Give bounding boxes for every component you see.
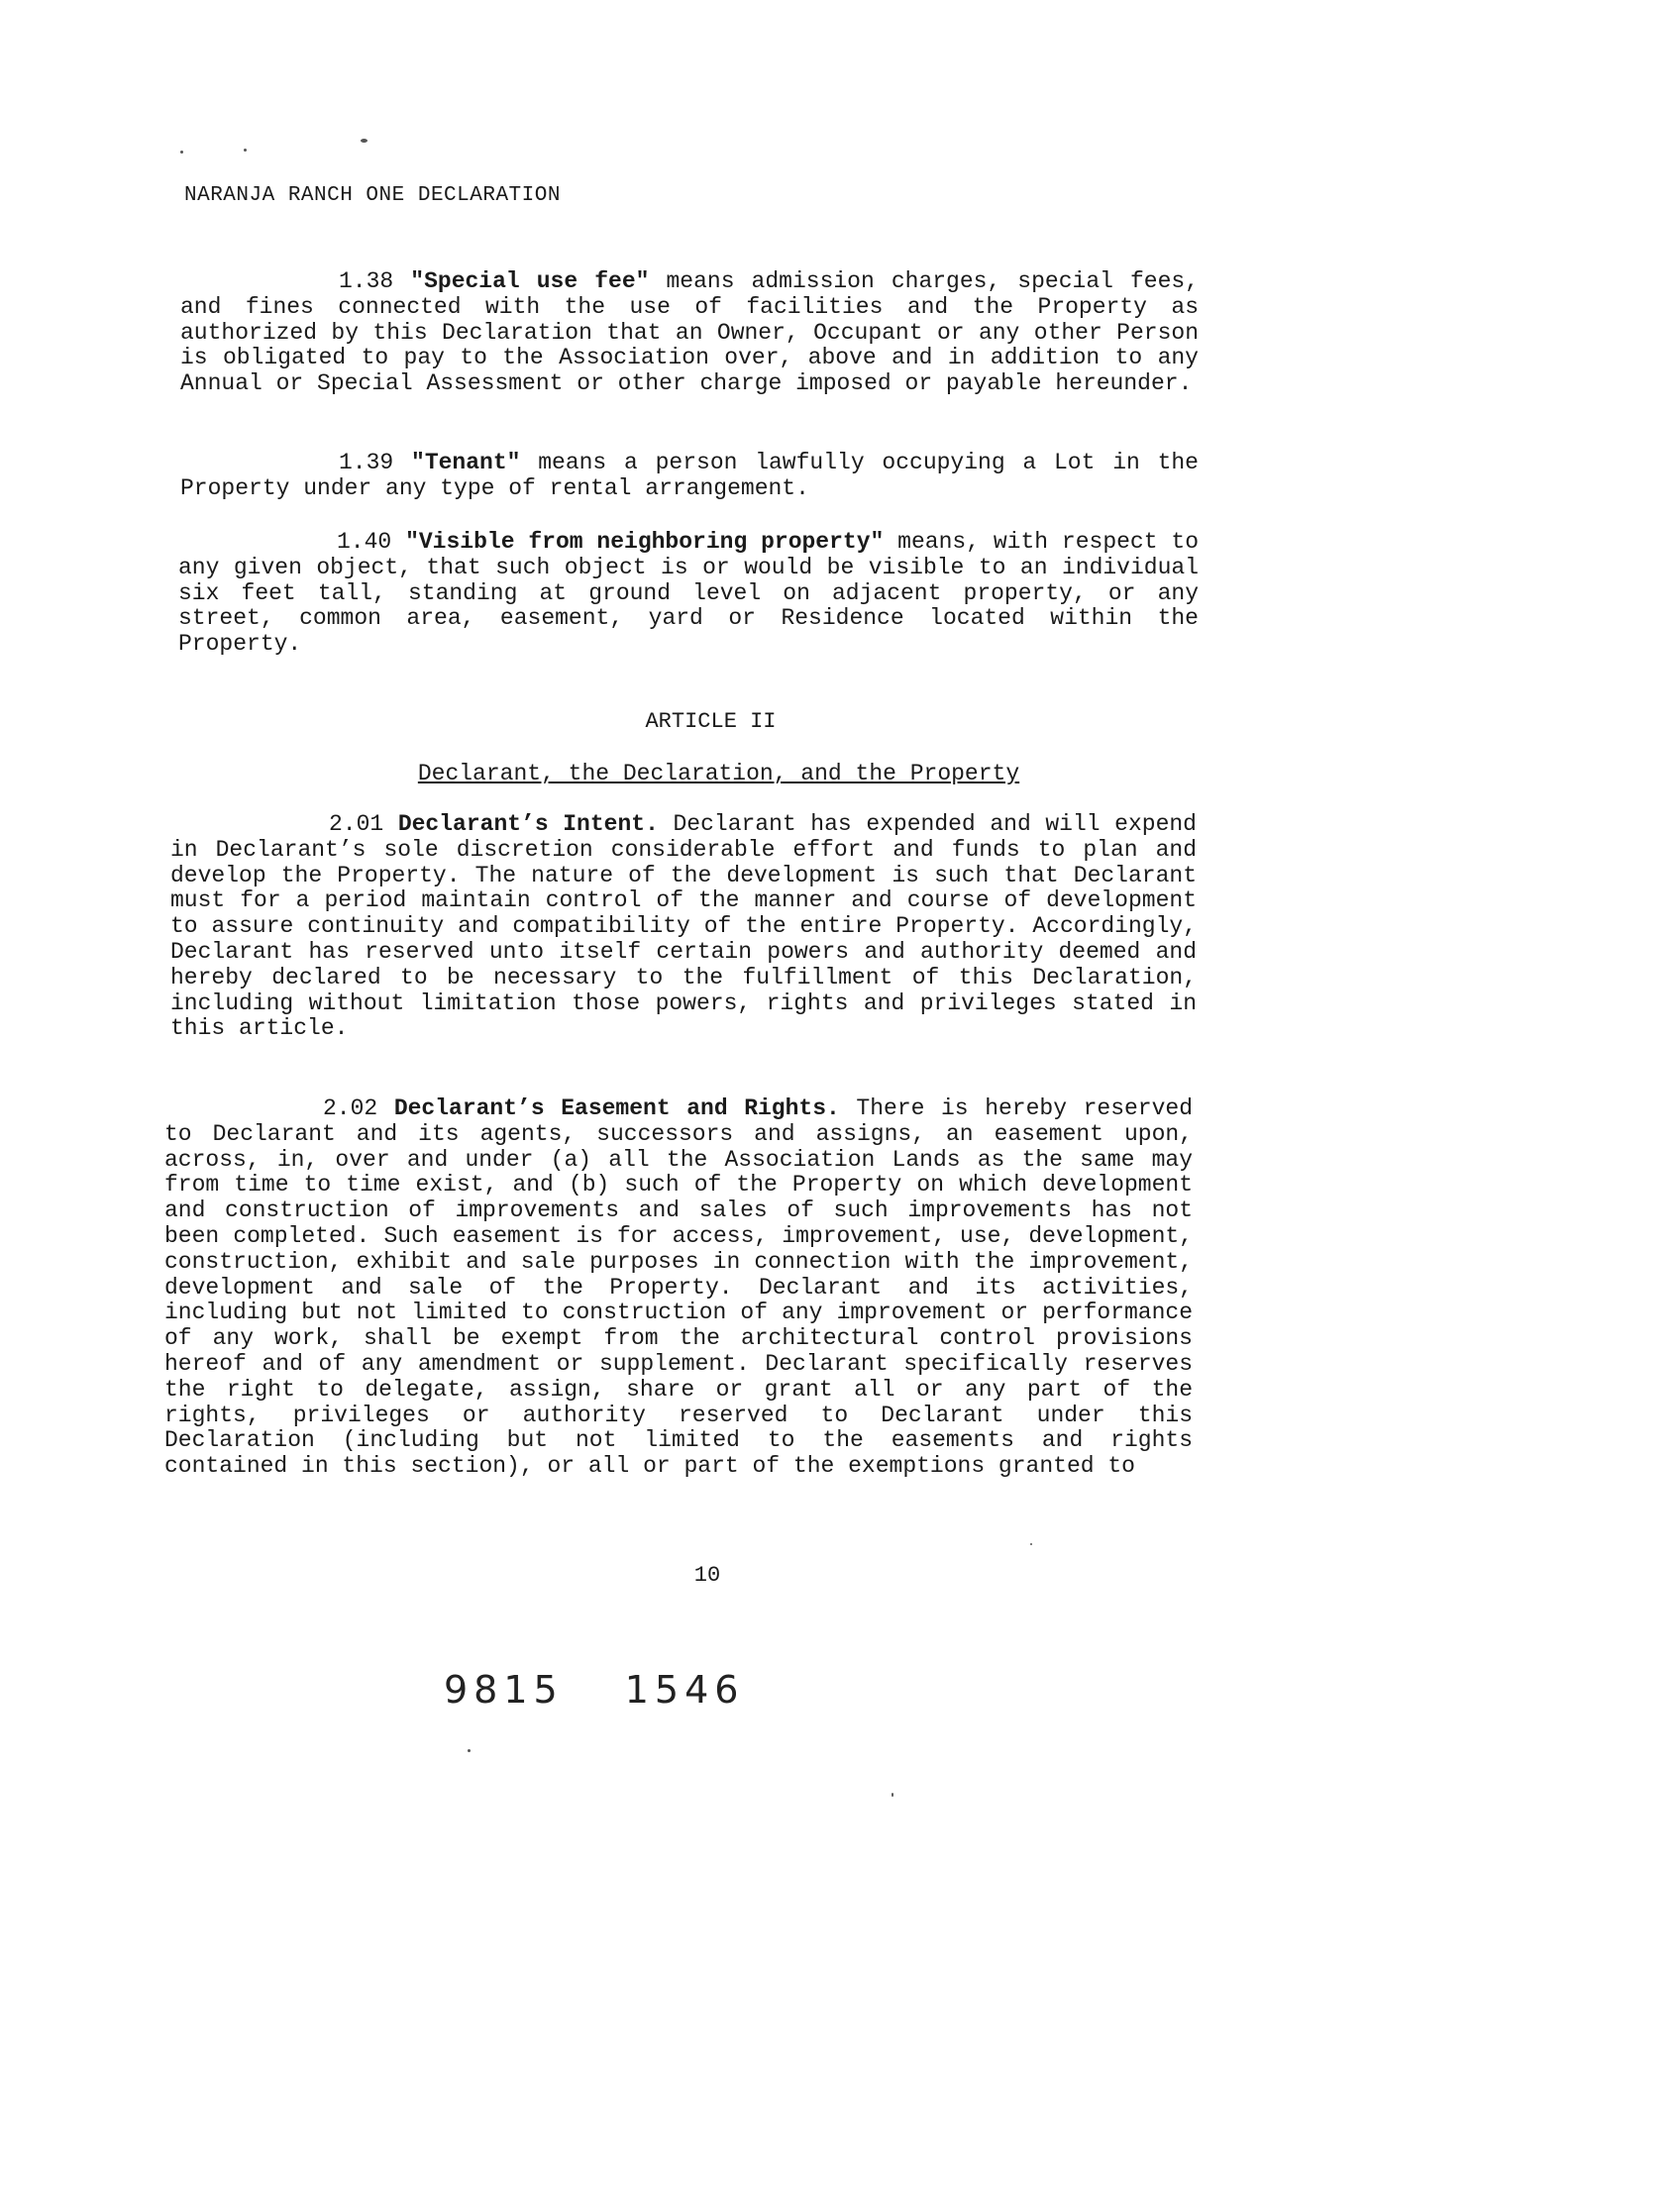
section-text: means a person lawfully occupying a Lot in the Property under any type of rental arrangement. — [180, 450, 1199, 501]
section-1-38 — [180, 269, 1199, 397]
section-text: Declarant has expended and will expend in Declarant’s sole discretion considerable effort and funds to plan and develop the Property. The nature of the development is such that Declarant must for a period maintain control of the manner and course of development to assure continuity and compatibility of the entire Property. Accordingly, Declarant has reserved unto itself certain powers and authority deemed and hereby declared to be necessary to the fulfillment of this Declaration, including without limitation those powers, rights and privileges stated in this article. — [170, 811, 1197, 1042]
section-number: 1.39 — [339, 450, 394, 475]
section-number: 2.02 — [323, 1095, 378, 1121]
section-text: means, with respect to any given object, that such object is or would be visible to an individual six feet tall, standing at ground level on adjacent property, or any street, common area, easement, yard or Residence located within the Property. — [178, 529, 1199, 658]
scan-speck — [180, 151, 183, 154]
scan-speck — [244, 149, 247, 152]
defined-term: "Tenant" — [411, 450, 521, 475]
scan-speck — [361, 139, 368, 143]
section-heading: Declarant’s Easement and Rights. — [393, 1095, 840, 1121]
section-1-39 — [180, 451, 1199, 502]
section-2-02 — [164, 1096, 1193, 1480]
scan-speck — [892, 1793, 893, 1797]
recording-stamp — [444, 1668, 744, 1712]
defined-term: "Special use fee" — [410, 268, 650, 294]
section-heading: Declarant’s Intent. — [397, 811, 659, 837]
section-text: means admission charges, special fees, and fines connected with the use of facilities and the Property as authorized by this Declaration that an Owner, Occupant or any other Person is obligated to pay to the Association over, above and in addition to any Annual or Special Assessment or other charge imposed or payable hereunder. — [180, 268, 1199, 397]
section-2-01 — [170, 812, 1197, 1042]
scan-speck — [1030, 1543, 1032, 1545]
article-title: Declarant, the Declaration, and the Property — [417, 761, 1020, 786]
section-1-40 — [178, 530, 1199, 658]
stamp-page: 1546 — [624, 1668, 745, 1712]
scan-speck — [468, 1749, 471, 1752]
stamp-book: 9815 — [444, 1668, 564, 1712]
section-number: 2.01 — [329, 811, 384, 837]
page-number: 10 — [693, 1563, 721, 1588]
defined-term: "Visible from neighboring property" — [405, 529, 885, 555]
section-number: 1.40 — [337, 529, 392, 555]
document-header: NARANJA RANCH ONE DECLARATION — [184, 184, 561, 207]
section-number: 1.38 — [339, 268, 394, 294]
section-text: There is hereby reserved to Declarant and its agents, successors and assigns, an easement upon, across, in, over and under (a) all the Association Lands as the same may from time to time exist, and (b) such of the Property on which development and construction of improvements and sales of such improvements has not been completed. Such easement is for access, improvement, use, development, construction, exhibit and sale purposes in connection with the improvement, development and sale of the Property. Declarant and its activities, including but not limited to construction of any improvement or performance of any work, shall be exempt from the architectural control provisions hereof and of any amendment or supplement. Declarant specifically reserves the right to delegate, assign, share or grant all or any part of the rights, privileges or authority reserved to Declarant under this Declaration (including but not limited to the easements and rights contained in this section), or all or part of the exemptions granted to — [164, 1095, 1194, 1480]
article-number: ARTICLE II — [645, 709, 777, 734]
